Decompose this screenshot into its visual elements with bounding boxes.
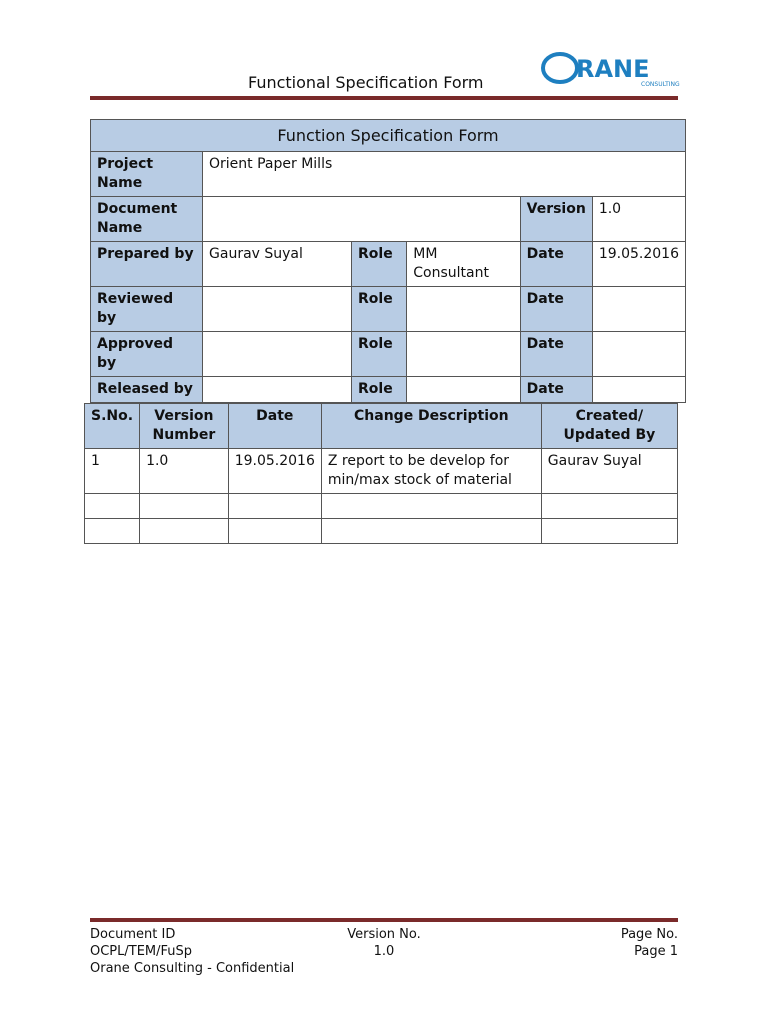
footer-doc-id-value: OCPL/TEM/FuSp xyxy=(90,944,193,959)
footer-page-label: Page No. xyxy=(620,927,678,942)
header-rule xyxy=(90,96,678,100)
approved-by-label: Approved by xyxy=(91,332,203,377)
footer-page-value: Page 1 xyxy=(634,944,678,959)
released-role-value xyxy=(407,377,520,403)
version-value: 1.0 xyxy=(592,197,685,242)
cell-date xyxy=(228,519,321,544)
reviewed-role-value xyxy=(407,287,520,332)
footer-version-value: 1.0 xyxy=(373,944,395,959)
released-by-value xyxy=(203,377,352,403)
footer-left xyxy=(90,926,294,977)
spec-form-table xyxy=(90,119,686,403)
released-by-label: Released by xyxy=(91,377,203,403)
approved-role-value xyxy=(407,332,520,377)
cell-date: 19.05.2016 xyxy=(228,449,321,494)
released-date-label: Date xyxy=(520,377,592,403)
cell-version xyxy=(140,494,229,519)
approved-by-value xyxy=(203,332,352,377)
reviewed-date-value xyxy=(592,287,685,332)
col-header-created-by: Created/ Updated By xyxy=(541,404,677,449)
change-log-table xyxy=(84,403,678,544)
prepared-by-value: Gaurav Suyal xyxy=(203,242,352,287)
reviewed-date-label: Date xyxy=(520,287,592,332)
released-date-value xyxy=(592,377,685,403)
col-header-version: Version Number xyxy=(140,404,229,449)
reviewed-by-label: Reviewed by xyxy=(91,287,203,332)
cell-change-description xyxy=(321,494,541,519)
logo-subtext: CONSULTING xyxy=(641,81,680,88)
approved-date-label: Date xyxy=(520,332,592,377)
cell-sno: 1 xyxy=(85,449,140,494)
cell-date xyxy=(228,494,321,519)
footer-confidential: Orane Consulting - Confidential xyxy=(90,961,295,976)
prepared-role-value: MM Consultant xyxy=(407,242,520,287)
approved-role-label: Role xyxy=(352,332,407,377)
released-role-label: Role xyxy=(352,377,407,403)
spec-form-title: Function Specification Form xyxy=(91,120,686,152)
reviewed-role-label: Role xyxy=(352,287,407,332)
prepared-by-label: Prepared by xyxy=(91,242,203,287)
document-header-title: Functional Specification Form xyxy=(248,73,484,92)
table-row xyxy=(85,519,678,544)
prepared-date-value: 19.05.2016 xyxy=(592,242,685,287)
footer-right xyxy=(578,926,678,960)
table-row xyxy=(85,449,678,494)
cell-sno xyxy=(85,519,140,544)
reviewed-by-value xyxy=(203,287,352,332)
cell-version xyxy=(140,519,229,544)
col-header-change-description: Change Description xyxy=(321,404,541,449)
cell-version: 1.0 xyxy=(140,449,229,494)
version-label: Version xyxy=(520,197,592,242)
project-name-value: Orient Paper Mills xyxy=(203,152,686,197)
orane-logo xyxy=(540,50,680,90)
prepared-date-label: Date xyxy=(520,242,592,287)
table-row xyxy=(85,494,678,519)
footer-rule xyxy=(90,918,678,922)
cell-sno xyxy=(85,494,140,519)
cell-created-by xyxy=(541,494,677,519)
approved-date-value xyxy=(592,332,685,377)
prepared-role-label: Role xyxy=(352,242,407,287)
cell-created-by xyxy=(541,519,677,544)
footer-center xyxy=(334,926,434,960)
footer-doc-id-label: Document ID xyxy=(90,927,176,942)
cell-change-description: Z report to be develop for min/max stock of material xyxy=(321,449,541,494)
document-name-label: Document Name xyxy=(91,197,203,242)
document-name-value xyxy=(203,197,521,242)
cell-change-description xyxy=(321,519,541,544)
footer-version-label: Version No. xyxy=(347,927,421,942)
logo-text: RANE xyxy=(576,55,650,83)
orane-logo-icon xyxy=(540,50,680,90)
project-name-label: Project Name xyxy=(91,152,203,197)
cell-created-by: Gaurav Suyal xyxy=(541,449,677,494)
col-header-date: Date xyxy=(228,404,321,449)
col-header-sno: S.No. xyxy=(85,404,140,449)
